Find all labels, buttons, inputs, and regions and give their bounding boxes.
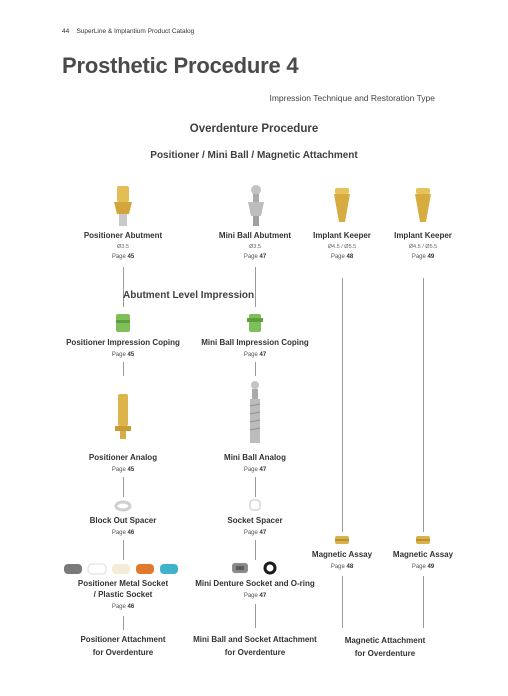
socket-spacer-icon <box>248 498 262 512</box>
result-line: for Overdenture <box>354 649 416 658</box>
mini-denture-socket <box>185 578 325 599</box>
connector-line <box>423 278 424 532</box>
connector-line <box>255 540 256 560</box>
item-name: Mini Ball Analog <box>224 453 286 462</box>
implant-keeper-2 <box>383 230 463 260</box>
block-out-spacer-icon <box>114 500 132 512</box>
item-page: Page 47 <box>243 254 267 260</box>
item-name: Positioner Impression Coping <box>66 338 180 347</box>
mini-ball-abutment-icon <box>245 184 267 228</box>
page-number: 44 <box>62 28 70 35</box>
item-name: Mini Denture Socket and O-ring <box>195 579 315 588</box>
positioner-abutment <box>73 230 173 260</box>
implant-keeper-icon <box>413 186 433 226</box>
magnetic-assay-icon <box>414 534 432 546</box>
section-title: Overdenture Procedure <box>189 123 319 135</box>
mini-ball-analog <box>205 452 305 473</box>
item-page: Page 49 <box>411 564 435 570</box>
result-line: for Overdenture <box>224 648 286 657</box>
positioner-socket <box>53 578 193 610</box>
socket-spacer <box>205 515 305 536</box>
connector-line <box>255 267 256 307</box>
item-name: Magnetic Assay <box>392 550 454 559</box>
connector-line <box>123 267 124 307</box>
catalog-name: SuperLine & Implantium Product Catalog <box>76 28 195 35</box>
mini-ball-coping-icon <box>246 312 264 334</box>
item-page: Page 45 <box>111 352 135 358</box>
magnetic-assay-2 <box>383 549 463 570</box>
item-size: Ø3.5 <box>249 244 261 250</box>
result-mini-ball <box>180 633 330 659</box>
item-name: Block Out Spacer <box>89 516 157 525</box>
item-size: Ø4.5 / Ø5.5 <box>327 244 357 250</box>
item-page: Page 47 <box>243 530 267 536</box>
connector-line <box>342 576 343 628</box>
result-magnetic <box>325 634 445 660</box>
item-name: Socket Spacer <box>227 516 283 525</box>
item-page: Page 46 <box>111 530 135 536</box>
connector-line <box>123 362 124 376</box>
item-name: Positioner Abutment <box>83 231 163 240</box>
connector-line <box>123 616 124 630</box>
item-name: Implant Keeper <box>394 231 452 240</box>
mini-ball-analog-icon <box>247 380 263 446</box>
page-title: Prosthetic Procedure 4 <box>62 53 299 78</box>
result-line: Positioner Attachment <box>80 635 166 644</box>
positioner-impression-coping <box>53 337 193 358</box>
item-page: Page 45 <box>111 254 135 260</box>
connector-line <box>342 278 343 532</box>
implant-keeper-1 <box>302 230 382 260</box>
item-name: Positioner Analog <box>88 453 158 462</box>
result-positioner <box>53 633 193 659</box>
item-size: Ø3.5 <box>117 244 129 250</box>
item-page: Page 45 <box>111 467 135 473</box>
positioner-analog <box>73 452 173 473</box>
positioner-analog-icon <box>114 392 132 442</box>
positioner-coping-icon <box>114 312 132 334</box>
item-name: Magnetic Assay <box>311 550 373 559</box>
item-page: Page 47 <box>243 593 267 599</box>
positioner-abutment-icon <box>112 184 134 228</box>
item-name: Mini Ball Abutment <box>218 231 292 240</box>
subsection-title: Positioner / Mini Ball / Magnetic Attachment <box>150 150 358 161</box>
item-page: Page 49 <box>411 254 435 260</box>
connector-line <box>123 477 124 497</box>
page-header <box>62 28 194 35</box>
mini-denture-socket-icon <box>230 561 280 575</box>
page-subtitle: Impression Technique and Restoration Type <box>269 93 435 103</box>
abutment-level-heading: Abutment Level Impression <box>123 290 255 301</box>
item-page: Page 46 <box>111 604 135 610</box>
result-line: Mini Ball and Socket Attachment <box>193 635 317 644</box>
item-name: Implant Keeper <box>313 231 371 240</box>
item-name: Mini Ball Impression Coping <box>201 338 309 347</box>
mini-ball-impression-coping <box>185 337 325 358</box>
positioner-sockets-icon <box>62 562 180 576</box>
item-page: Page 48 <box>330 254 354 260</box>
connector-line <box>255 477 256 497</box>
mini-ball-abutment <box>205 230 305 260</box>
item-name: Positioner Metal Socket <box>77 579 169 588</box>
connector-line <box>423 576 424 628</box>
magnetic-assay-1 <box>302 549 382 570</box>
item-page: Page 47 <box>243 467 267 473</box>
connector-line <box>123 540 124 560</box>
connector-line <box>255 604 256 628</box>
item-size: Ø4.5 / Ø5.5 <box>408 244 438 250</box>
implant-keeper-icon <box>332 186 352 226</box>
item-page: Page 47 <box>243 352 267 358</box>
item-name: / Plastic Socket <box>93 590 153 599</box>
block-out-spacer <box>73 515 173 536</box>
magnetic-assay-icon <box>333 534 351 546</box>
result-line: Magnetic Attachment <box>344 636 426 645</box>
result-line: for Overdenture <box>92 648 154 657</box>
connector-line <box>255 362 256 376</box>
item-page: Page 48 <box>330 564 354 570</box>
